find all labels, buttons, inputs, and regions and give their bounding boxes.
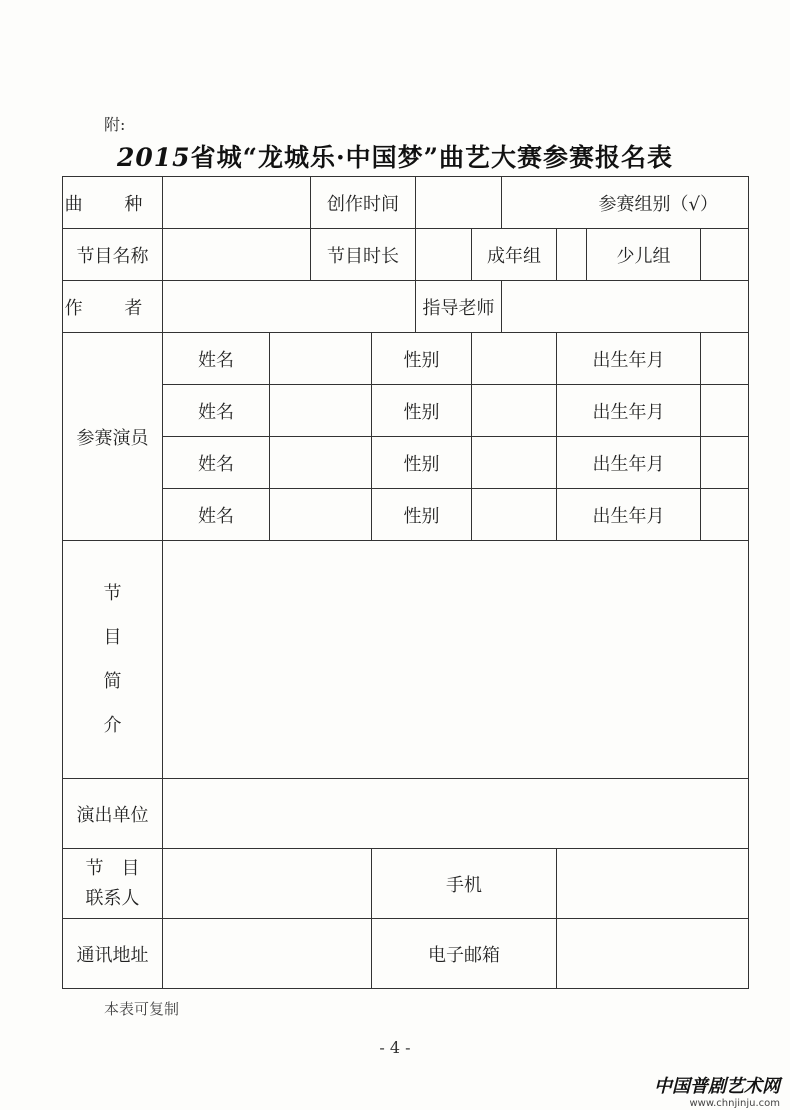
performer-birth-field[interactable]	[701, 437, 749, 489]
performer-gender-field[interactable]	[472, 333, 557, 385]
program-intro-field[interactable]	[163, 541, 749, 779]
instructor-field[interactable]	[502, 281, 749, 333]
performer-birth-label: 出生年月	[557, 385, 701, 437]
performer-birth-label: 出生年月	[557, 437, 701, 489]
performer-name-field[interactable]	[270, 385, 372, 437]
youth-group-label: 少儿组	[587, 229, 701, 281]
form-title	[0, 138, 790, 174]
genre-field[interactable]	[163, 177, 311, 229]
intro-char: 节	[103, 582, 122, 604]
program-contact-field[interactable]	[163, 849, 372, 919]
performer-name-field[interactable]	[270, 489, 372, 541]
contact-line2: 联系人	[85, 887, 140, 909]
program-name-field[interactable]	[163, 229, 311, 281]
author-label: 作 者	[63, 281, 163, 333]
performer-birth-field[interactable]	[701, 489, 749, 541]
performers-label: 参赛演员	[63, 333, 163, 541]
attachment-label: 附:	[104, 115, 126, 134]
youth-group-check[interactable]	[701, 229, 749, 281]
performer-gender-label: 性别	[372, 333, 472, 385]
performing-unit-label: 演出单位	[63, 779, 163, 849]
copy-note: 本表可复制	[104, 1000, 180, 1018]
title-year: 2015	[116, 143, 191, 172]
creation-time-field[interactable]	[416, 177, 502, 229]
address-field[interactable]	[163, 919, 372, 989]
performer-name-field[interactable]	[270, 333, 372, 385]
program-duration-label: 节目时长	[311, 229, 416, 281]
email-field[interactable]	[557, 919, 749, 989]
intro-char: 目	[103, 626, 122, 648]
performer-gender-label: 性别	[372, 437, 472, 489]
program-intro-label	[63, 541, 163, 779]
instructor-label: 指导老师	[416, 281, 502, 333]
performer-gender-label: 性别	[372, 385, 472, 437]
performer-gender-field[interactable]	[472, 437, 557, 489]
phone-field[interactable]	[557, 849, 749, 919]
program-name-label: 节目名称	[63, 229, 163, 281]
email-label: 电子邮箱	[372, 919, 557, 989]
title-text: 省城“龙城乐·中国梦”曲艺大赛参赛报名表	[190, 143, 674, 172]
performer-name-label: 姓名	[163, 437, 270, 489]
intro-char: 简	[103, 670, 122, 692]
intro-char: 介	[103, 714, 122, 736]
performer-name-label: 姓名	[163, 333, 270, 385]
performing-unit-field[interactable]	[163, 779, 749, 849]
performer-birth-label: 出生年月	[557, 333, 701, 385]
watermark-url: www.chnjinju.com	[689, 1098, 780, 1109]
registration-form-table	[62, 176, 749, 989]
performer-birth-label: 出生年月	[557, 489, 701, 541]
site-watermark-logo	[654, 1072, 780, 1109]
contact-line1: 节 目	[85, 857, 140, 879]
adult-group-check[interactable]	[557, 229, 587, 281]
performer-birth-field[interactable]	[701, 385, 749, 437]
group-header: 参赛组别（√）	[502, 177, 749, 229]
address-label: 通讯地址	[63, 919, 163, 989]
creation-time-label: 创作时间	[311, 177, 416, 229]
performer-gender-field[interactable]	[472, 385, 557, 437]
performer-gender-label: 性别	[372, 489, 472, 541]
phone-label: 手机	[372, 849, 557, 919]
performer-name-label: 姓名	[163, 489, 270, 541]
genre-label: 曲 种	[63, 177, 163, 229]
adult-group-label: 成年组	[472, 229, 557, 281]
author-field[interactable]	[163, 281, 416, 333]
watermark-name: 中国普剧艺术网	[654, 1076, 780, 1097]
performer-name-label: 姓名	[163, 385, 270, 437]
performer-birth-field[interactable]	[701, 333, 749, 385]
program-duration-field[interactable]	[416, 229, 472, 281]
performer-gender-field[interactable]	[472, 489, 557, 541]
program-contact-label	[63, 849, 163, 919]
page-number: - 4 -	[379, 1038, 411, 1057]
performer-name-field[interactable]	[270, 437, 372, 489]
